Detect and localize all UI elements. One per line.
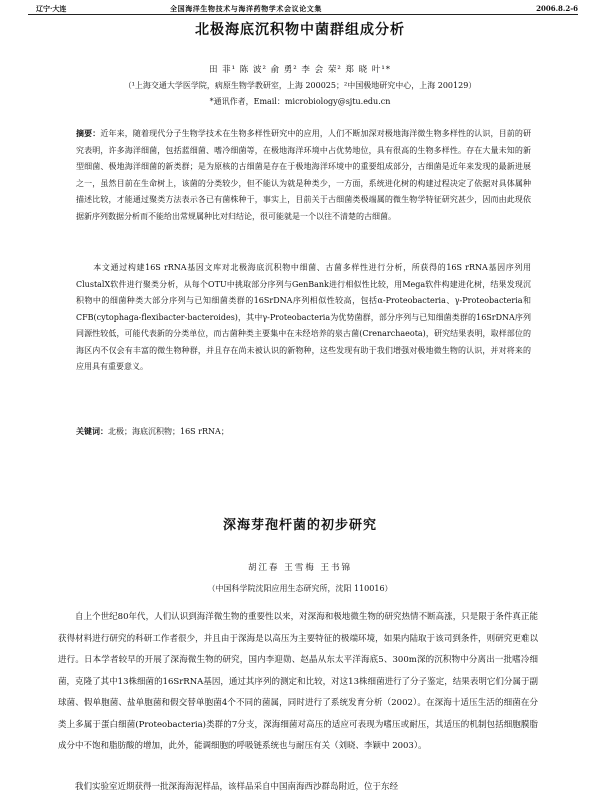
paper1-abstract bbox=[76, 126, 531, 225]
paper1-correspondence: *通讯作者，Email：microbiology@sjtu.edu.cn bbox=[209, 97, 391, 106]
abstract-label: 摘要： bbox=[76, 129, 101, 138]
header-rule bbox=[28, 14, 578, 15]
header-location: 辽宁·大连 bbox=[36, 4, 67, 13]
header-date: 2006.8.2-6 bbox=[536, 4, 578, 13]
keywords-text: 北极；海底沉积物；16S rRNA； bbox=[108, 427, 229, 436]
header-proceedings-title: 全国海洋生物技术与海洋药物学术会议论文集 bbox=[170, 4, 322, 13]
paper2-title: 深海芽孢杆菌的初步研究 bbox=[222, 518, 377, 533]
paper2-body-paragraph-2: 我们实验室近期获得一批深海海泥样品，该样品采自中国南海西沙群岛附近，位于东经 bbox=[75, 782, 399, 792]
paper2-affiliation: （中国科学院沈阳应用生态研究所，沈阳 110016） bbox=[207, 584, 393, 593]
paper1-body bbox=[76, 260, 531, 376]
paper1-authors: 田 菲¹ 陈 波² 俞 勇² 李 会 荣² 郑 晓 叶¹* bbox=[208, 65, 391, 75]
keywords-label: 关键词： bbox=[76, 427, 108, 436]
paper1-affiliation: （¹上海交通大学医学院，病原生物学教研室，上海 200025；²中国极地研究中心，上海 200129） bbox=[123, 81, 477, 90]
paper2-authors: 胡江春 王雪梅 王书锦 bbox=[248, 563, 352, 573]
paper1-body-text: 本文通过构建16S rRNA基因文库对北极海底沉积物中细菌、古菌多样性进行分析，所获得的16S rRNA基因序列用ClustalX软件进行聚类分析，从每个OTU中挑取部分序列与GenBank进行相似性比较，用Mega软件构建进化树，结果发现沉积物中的细菌种类大部分序列与已知细菌类群的16SrDNA序列相似性较高，包括α-Proteobacteria、γ-Proteobacteria和CFB(cytophaga-flexibacter-bacteroides)，其中γ-Proteobacteria为优势菌群，部分序列与已知细菌类群的16SrDNA序列同源性较低，可能代表新的分类单位，而古菌种类主要集中在未经培养的泉古菌(Crenarchaeota)，研究结果表明，取样部位的海区内不仅会有丰富的微生物种群，并且存在尚未被认识的新物种，这些发现有助于我们增强对极地微生物的认识，并对将来的应用具有重要意义。 bbox=[76, 263, 532, 371]
paper2-body-paragraph-1: 自上个世纪80年代，人们认识到海洋微生物的重要性以来，对深海和极地微生物的研究热情不断高涨，只是限于条件真正能获得材料进行研究的科研工作者很少，并且由于深海是以高压为主要特征的极端环境，如果内陆取于该司到条件，则研究更难以进行。日本学者较早的开展了深海微生物的研究，国内李迎勋、赵晶从东太平洋海底5、300m深的沉积物中分离出一批嗜冷细菌，克隆了其中13株细菌的16SrRNA基因，通过其序列的测定和比较，对这13株细菌进行了分子鉴定，结果表明它们分属于副球菌、假单胞菌、盐单胞菌和假交替单胞菌4个不同的菌属，同时进行了系统发育分析（2002）。在深海十适压生活的细菌在分类上多属于蛋白细菌(Proteobacteria)类群的7分支，深海细菌对高压的适应可表现为嗜压或耐压，其适压的机制包括细胞膜脂成分中不饱和脂肪酸的增加，此外，能调细胞的呼吸链系统也与耐压有关（刘晓、李颖中 2003）。 bbox=[58, 612, 538, 751]
abstract-text: 近年来，随着现代分子生物学技术在生物多样性研究中的应用，人们不断加深对极地海洋微生物多样性的认识，目前的研究表明，许多海洋细菌，包括蓝细菌、嗜冷细菌等，在极地海洋环境中占优势地位，具有很高的生物多样性。存在大量未知的新型细菌、极地海洋细菌的新类群；是为原核的古细菌是存在于极地海洋环境中的重要组成部分，古细菌是近年来发现的最新进展之一，虽然目前在生命树上，该菌的分类较少，但不能认为就是种类少，一方面，系统进化树的构建过程决定了依据对具体属种描述比较，才能通过聚类方法表示各已有菌株种于，事实上，目前关于古细菌类极端属的微生物学特征研究甚少，因而由此现依据新序列数据分析而不能给出常规属种比对归结论，很可能就是一个以往不清楚的古细菌。 bbox=[76, 129, 532, 221]
paper1-keywords bbox=[76, 424, 531, 441]
paper1-title: 北极海底沉积物中菌群组成分析 bbox=[195, 22, 405, 38]
